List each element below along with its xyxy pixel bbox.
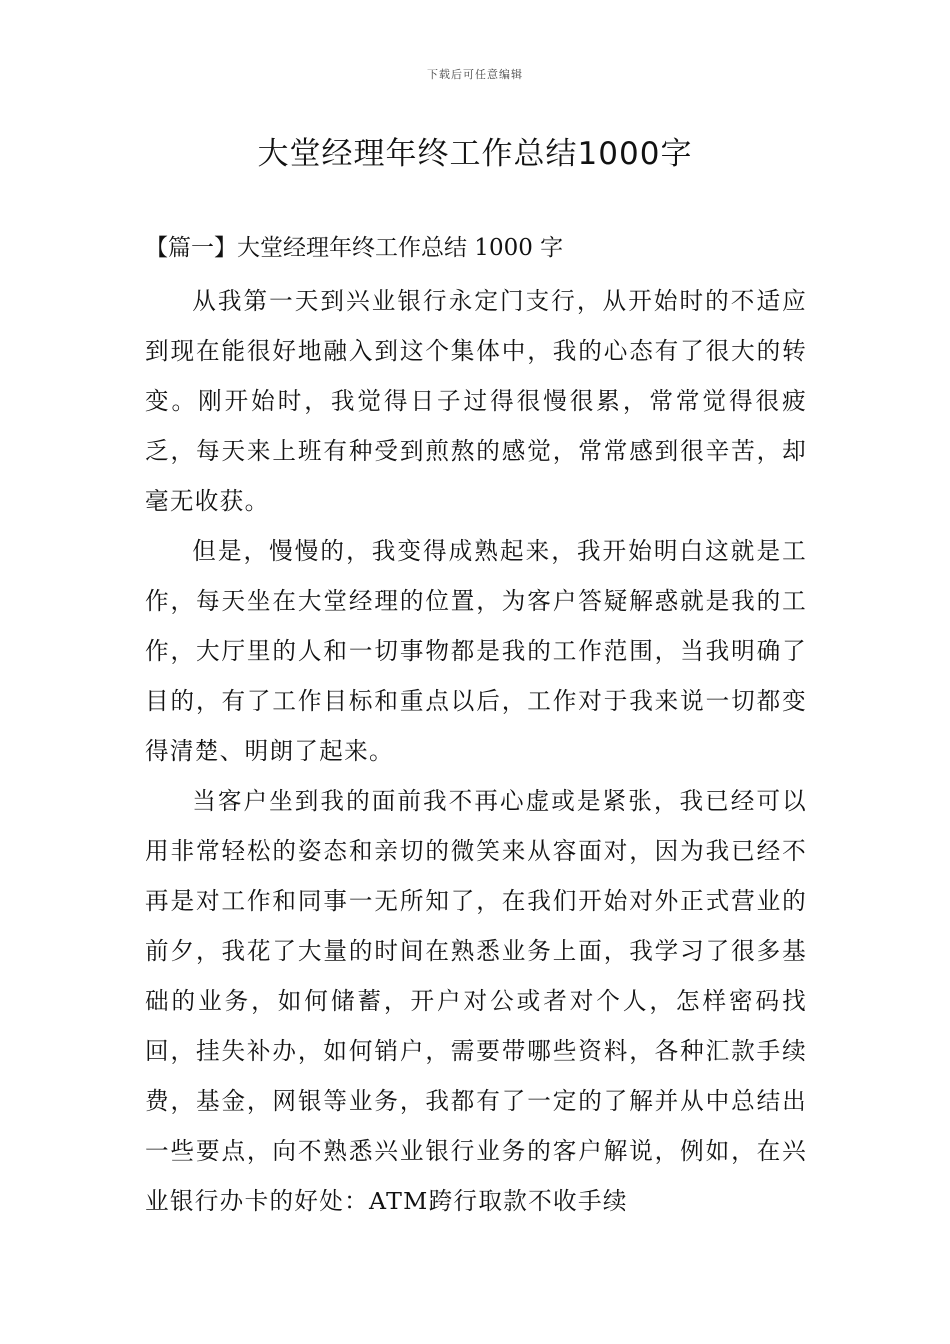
paragraph: 但是，慢慢的，我变得成熟起来，我开始明白这就是工作，每天坐在大堂经理的位置，为客户答疑解惑就是我的工作，大厅里的人和一切事物都是我的工作范围，当我明确了目的，有了工作目标和重点以后，工作对于我来说一切都变得清楚、明朗了起来。 [145, 537, 807, 765]
header-note: 下载后可任意编辑 [427, 68, 523, 81]
section-heading: 【篇一】大堂经理年终工作总结 1000 字 [145, 235, 564, 261]
document-title: 大堂经理年终工作总结1000字 [257, 136, 693, 172]
paragraph: 当客户坐到我的面前我不再心虚或是紧张，我已经可以用非常轻松的姿态和亲切的微笑来从容面对，因为我已经不再是对工作和同事一无所知了，在我们开始对外正式营业的前夕，我花了大量的时间在熟悉业务上面，我学习了很多基础的业务，如何储蓄，开户对公或者对个人，怎样密码找回，挂失补办，如何销户，需要带哪些资料，各种汇款手续费，基金，网银等业务，我都有了一定的了解并从中总结出一些要点，向不熟悉兴业银行业务的客户解说，例如，在兴业银行办卡的好处：ATM跨行取款不收手续 [145, 787, 807, 1215]
paragraph: 从我第一天到兴业银行永定门支行，从开始时的不适应到现在能很好地融入到这个集体中，我的心态有了很大的转变。刚开始时，我觉得日子过得很慢很累，常常觉得很疲乏，每天来上班有种受到煎熬的感觉，常常感到很辛苦，却毫无收获。 [145, 287, 807, 515]
body-text [145, 276, 807, 1226]
